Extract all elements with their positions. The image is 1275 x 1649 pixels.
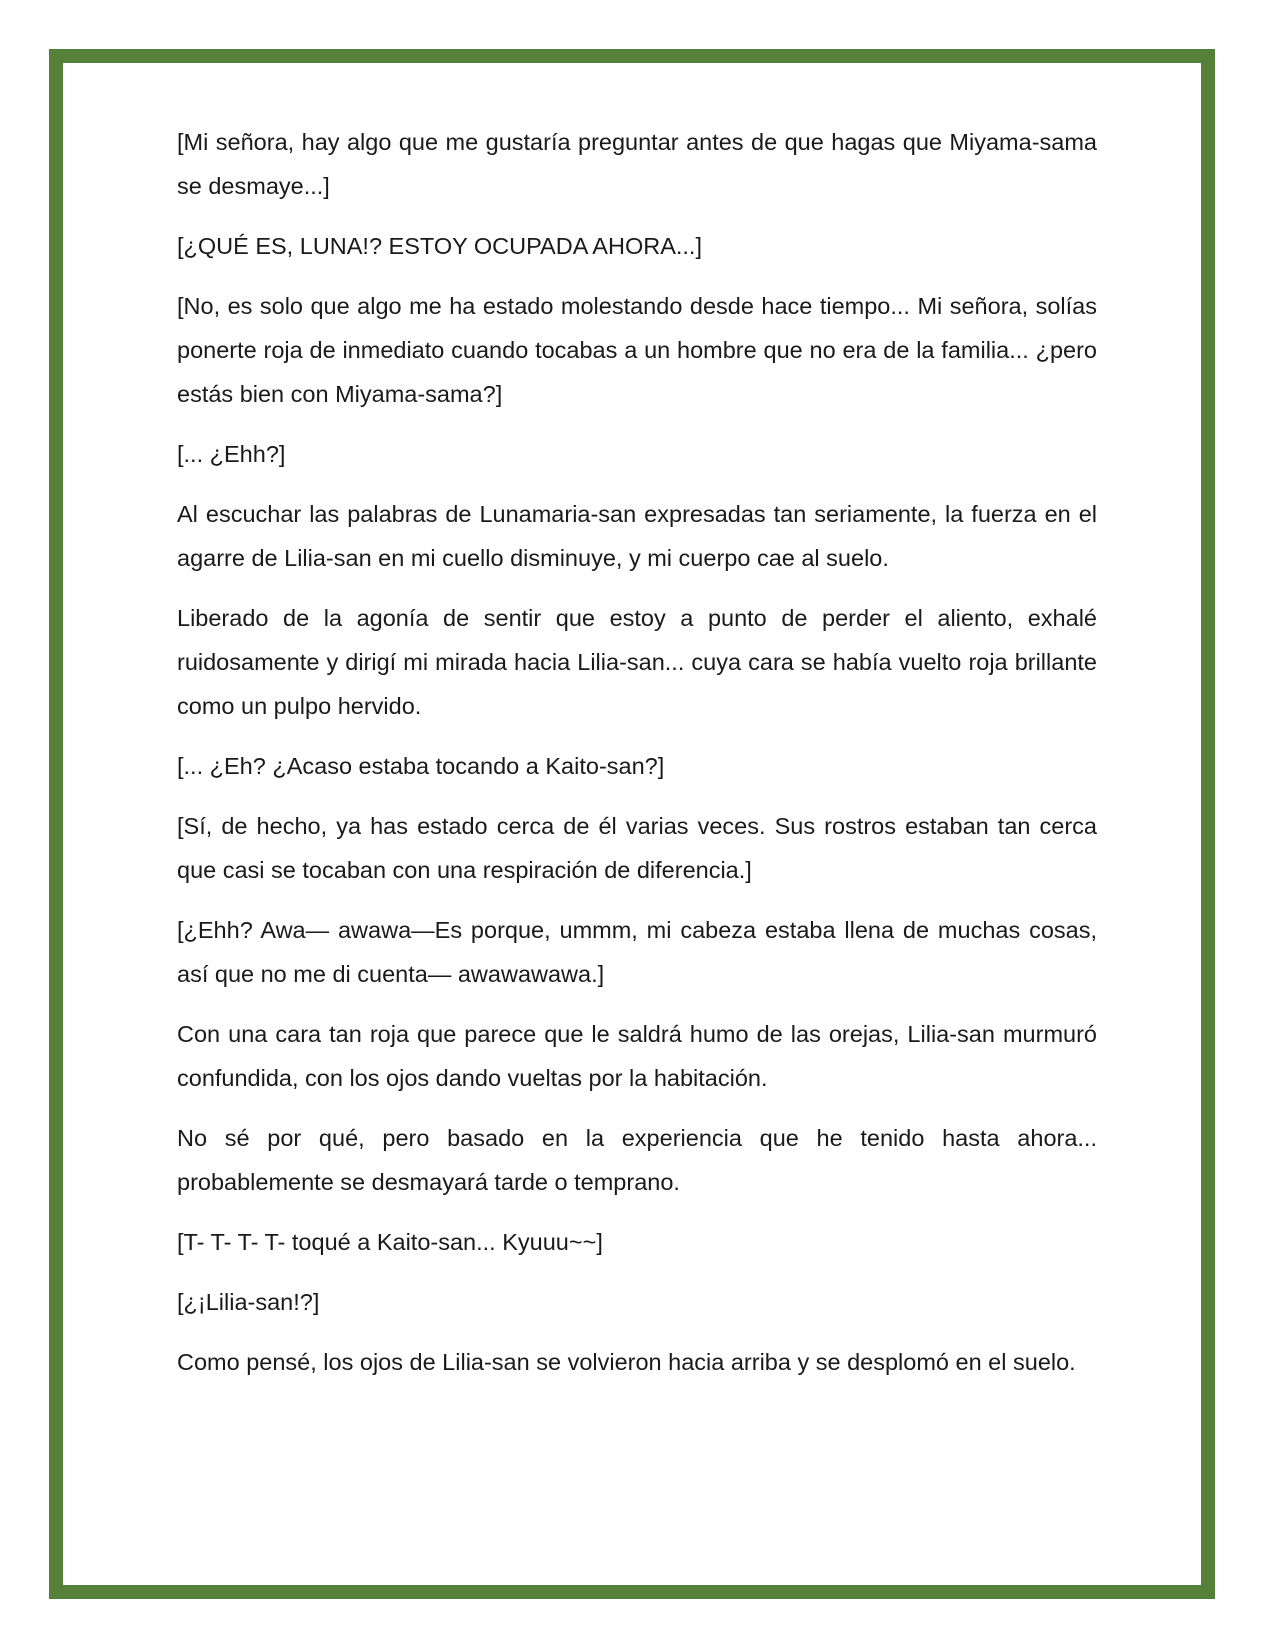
paragraph: [Mi señora, hay algo que me gustaría preguntar antes de que hagas que Miyama-sama se desmaye...] [177,129,1097,199]
paragraph: Con una cara tan roja que parece que le saldrá humo de las orejas, Lilia-san murmuró confundida, con los ojos dando vueltas por la habitación. [177,1021,1097,1091]
paragraph: [... ¿Eh? ¿Acaso estaba tocando a Kaito-san?] [177,753,665,779]
paragraph: No sé por qué, pero basado en la experiencia que he tenido hasta ahora... probablemente se desmayará tarde o temprano. [177,1125,1097,1195]
paragraph: [¿¡Lilia-san!?] [177,1289,320,1315]
paragraph: Como pensé, los ojos de Lilia-san se volvieron hacia arriba y se desplomó en el suelo. [177,1349,1076,1375]
paragraph: Al escuchar las palabras de Lunamaria-san expresadas tan seriamente, la fuerza en el agarre de Lilia-san en mi cuello disminuye, y mi cuerpo cae al suelo. [177,501,1097,571]
paragraph: [¿Ehh? Awa— awawa—Es porque, ummm, mi cabeza estaba llena de muchas cosas, así que no me di cuenta— awawawawa.] [177,917,1097,987]
paragraph: [T- T- T- T- toqué a Kaito-san... Kyuuu~~] [177,1229,603,1255]
page-content [177,120,1097,1400]
paragraph: [No, es solo que algo me ha estado molestando desde hace tiempo... Mi señora, solías ponerte roja de inmediato cuando tocabas a un hombre que no era de la familia... ¿pero estás bien con Miyama-sama?] [177,293,1097,407]
paragraph: [... ¿Ehh?] [177,441,286,467]
paragraph: [¿QUÉ ES, LUNA!? ESTOY OCUPADA AHORA...] [177,233,702,259]
paragraph: Liberado de la agonía de sentir que estoy a punto de perder el aliento, exhalé ruidosamente y dirigí mi mirada hacia Lilia-san... cuya cara se había vuelto roja brillante como un pulpo hervido. [177,605,1097,719]
paragraph: [Sí, de hecho, ya has estado cerca de él varias veces. Sus rostros estaban tan cerca que casi se tocaban con una respiración de diferencia.] [177,813,1097,883]
